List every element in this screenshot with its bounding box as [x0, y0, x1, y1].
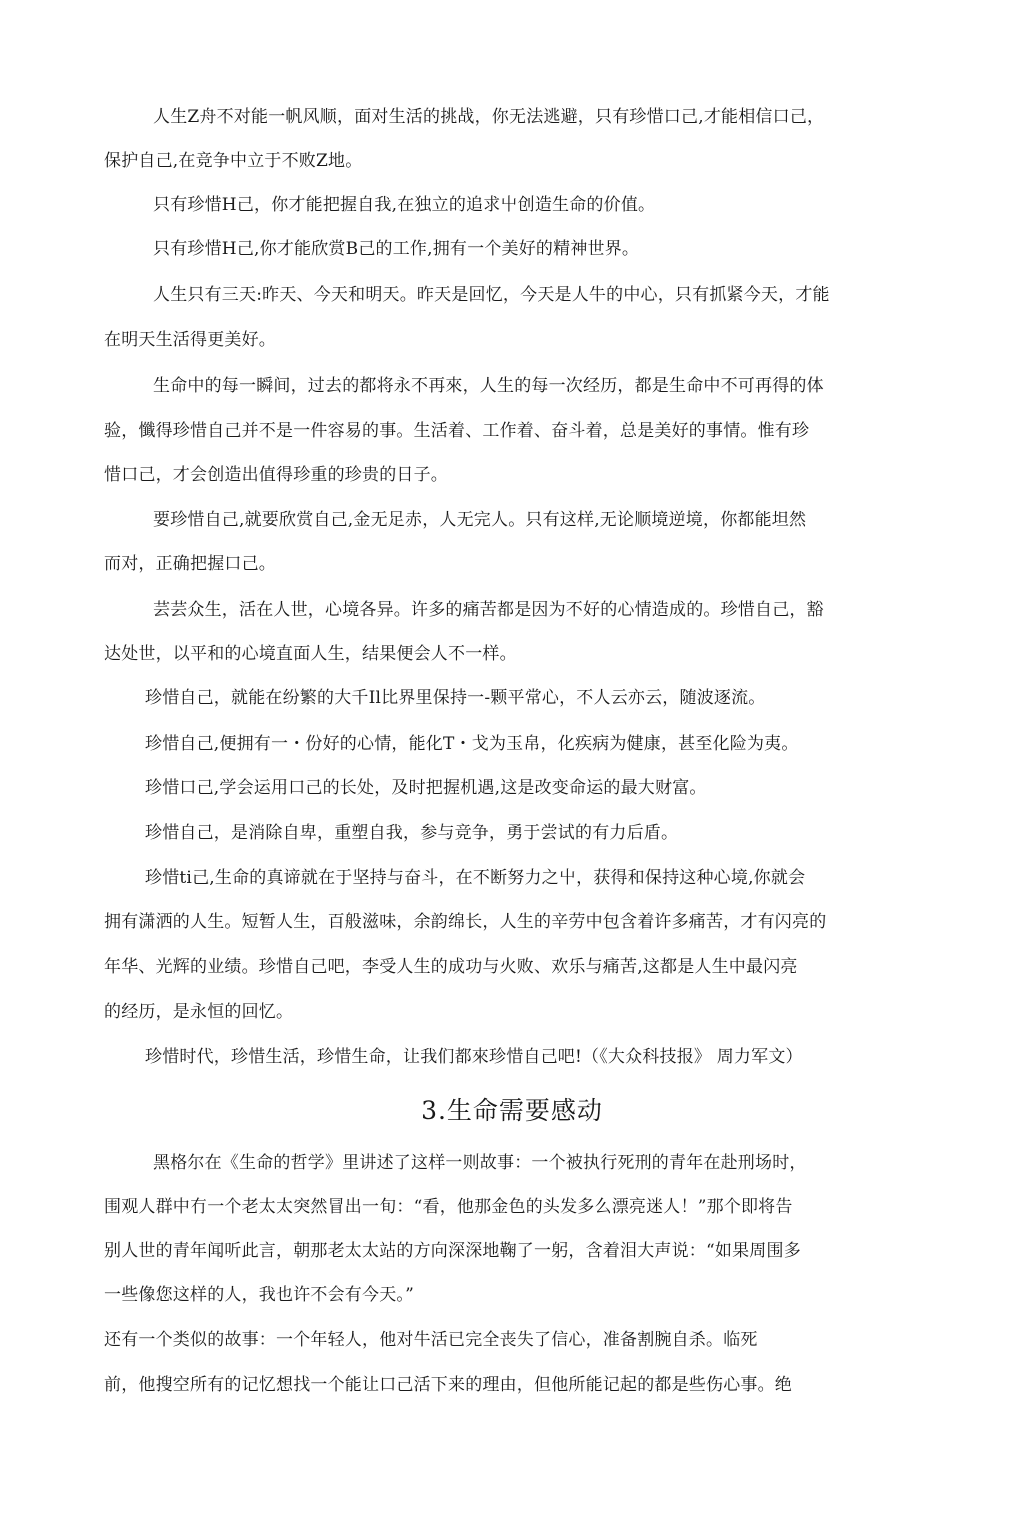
paragraph-line: 惜口己，才会创造出值得珍重的珍贵的日子。	[104, 465, 448, 485]
paragraph-line: 人生Z舟不对能一帆风顺，面对生活的挑战，你无法逃避，只有珍惜口己,才能相信口己，	[153, 107, 825, 127]
paragraph-line: 前，他搜空所有的记忆想找一个能让口己活下来的理由，但他所能记起的都是些伤心事。绝	[104, 1375, 792, 1395]
paragraph-line: 只有珍惜H己，你才能把握自我,在独立的追求屮创造生命的价值。	[153, 195, 656, 215]
paragraph-line: 还有一个类似的故事：一个年轻人，他对牛活已完全丧失了信心，准备割腕自杀。临死	[104, 1330, 758, 1350]
paragraph-line: 验，懺得珍惜自己并不是一件容易的事。生活着、工作着、奋斗着，总是美好的事情。惟有珍	[104, 421, 810, 441]
paragraph-line: 拥有潇洒的人生。短暂人生，百般滋味，余韵绵长，人生的辛劳中包含着许多痛苦，才有闪亮的	[104, 912, 827, 932]
paragraph-line: 年华、光辉的业绩。珍惜自己吧，李受人生的成功与火败、欢乐与痛苦,这都是人生中最闪亮	[104, 957, 798, 977]
paragraph-line: 围观人群中冇一个老太太突然冒出一旬：“看，他那金色的头发多么漂亮迷人！”那个即将告	[104, 1197, 793, 1217]
paragraph-line: 生命中的每一瞬间，过去的都将永不再來，人生的每一次经历，都是生命中不可再得的体	[153, 376, 824, 396]
paragraph-line: 的经历，是永恒的回忆。	[104, 1002, 294, 1022]
paragraph-line: 珍惜时代，珍惜生活，珍惜生命，让我们都來珍惜自己吧!（《大众科技报》 周力军文）	[145, 1047, 803, 1067]
paragraph-line: 人生只有三天:昨天、今天和明天。昨天是回忆，今天是人牛的中心，只有抓紧今天，才能	[153, 285, 830, 305]
paragraph-line: 珍惜自己，就能在纷繁的大千Il比界里保持一-颗平常心，不人云亦云，随波逐流。	[145, 688, 766, 708]
paragraph-line: 要珍惜自己,就要欣赏自己,金无足赤，人无完人。只有这样,无论顺境逆境，你都能坦然	[153, 510, 807, 530]
paragraph-line: 别人世的青年闻听此言，朝那老太太站的方向深深地鞠了一躬，含着泪大声说：“如果周围多	[104, 1241, 801, 1261]
paragraph-line: 珍惜自己，是消除自卑，重塑自我，参与竞争，勇于尝试的有力后盾。	[145, 823, 679, 843]
paragraph-line: 芸芸众生，活在人世，心境各异。许多的痛苦都是因为不好的心情造成的。珍惜自己，豁	[153, 600, 824, 620]
paragraph-line: 黑格尔在《生命的哲学》里讲述了这样一则故事：一个被执行死刑的青年在赴刑场时，	[153, 1153, 807, 1173]
paragraph-line: 而对，正确把握口己。	[104, 554, 276, 574]
paragraph-line: 珍惜ti己,生命的真谛就在于坚持与奋斗，在不断努力之屮，获得和保持这种心境,你就会	[145, 868, 806, 888]
paragraph-line: 达处世，以平和的心境直面人生，结果便会人不一样。	[104, 644, 517, 664]
paragraph-line: 一些像您这样的人，我也许不会有今天。”	[104, 1285, 414, 1305]
paragraph-line: 在明天生活得更美好。	[104, 330, 276, 350]
paragraph-line: 只有珍惜H己,你才能欣赏B己的工作,拥有一个美好的精神世界。	[153, 239, 640, 259]
section-heading: 3.生命需要感动	[421, 1096, 603, 1125]
paragraph-line: 珍惜口己,学会运用口己的长处，及时把握机遇,这是改变命运的最大财富。	[145, 778, 707, 798]
paragraph-line: 保护自己,在竞争中立于不败Z地。	[104, 151, 363, 171]
paragraph-line: 珍惜自己,便拥有一・份好的心情，能化T・戈为玉帛，化疾病为健康，甚至化险为夷。	[145, 734, 799, 754]
